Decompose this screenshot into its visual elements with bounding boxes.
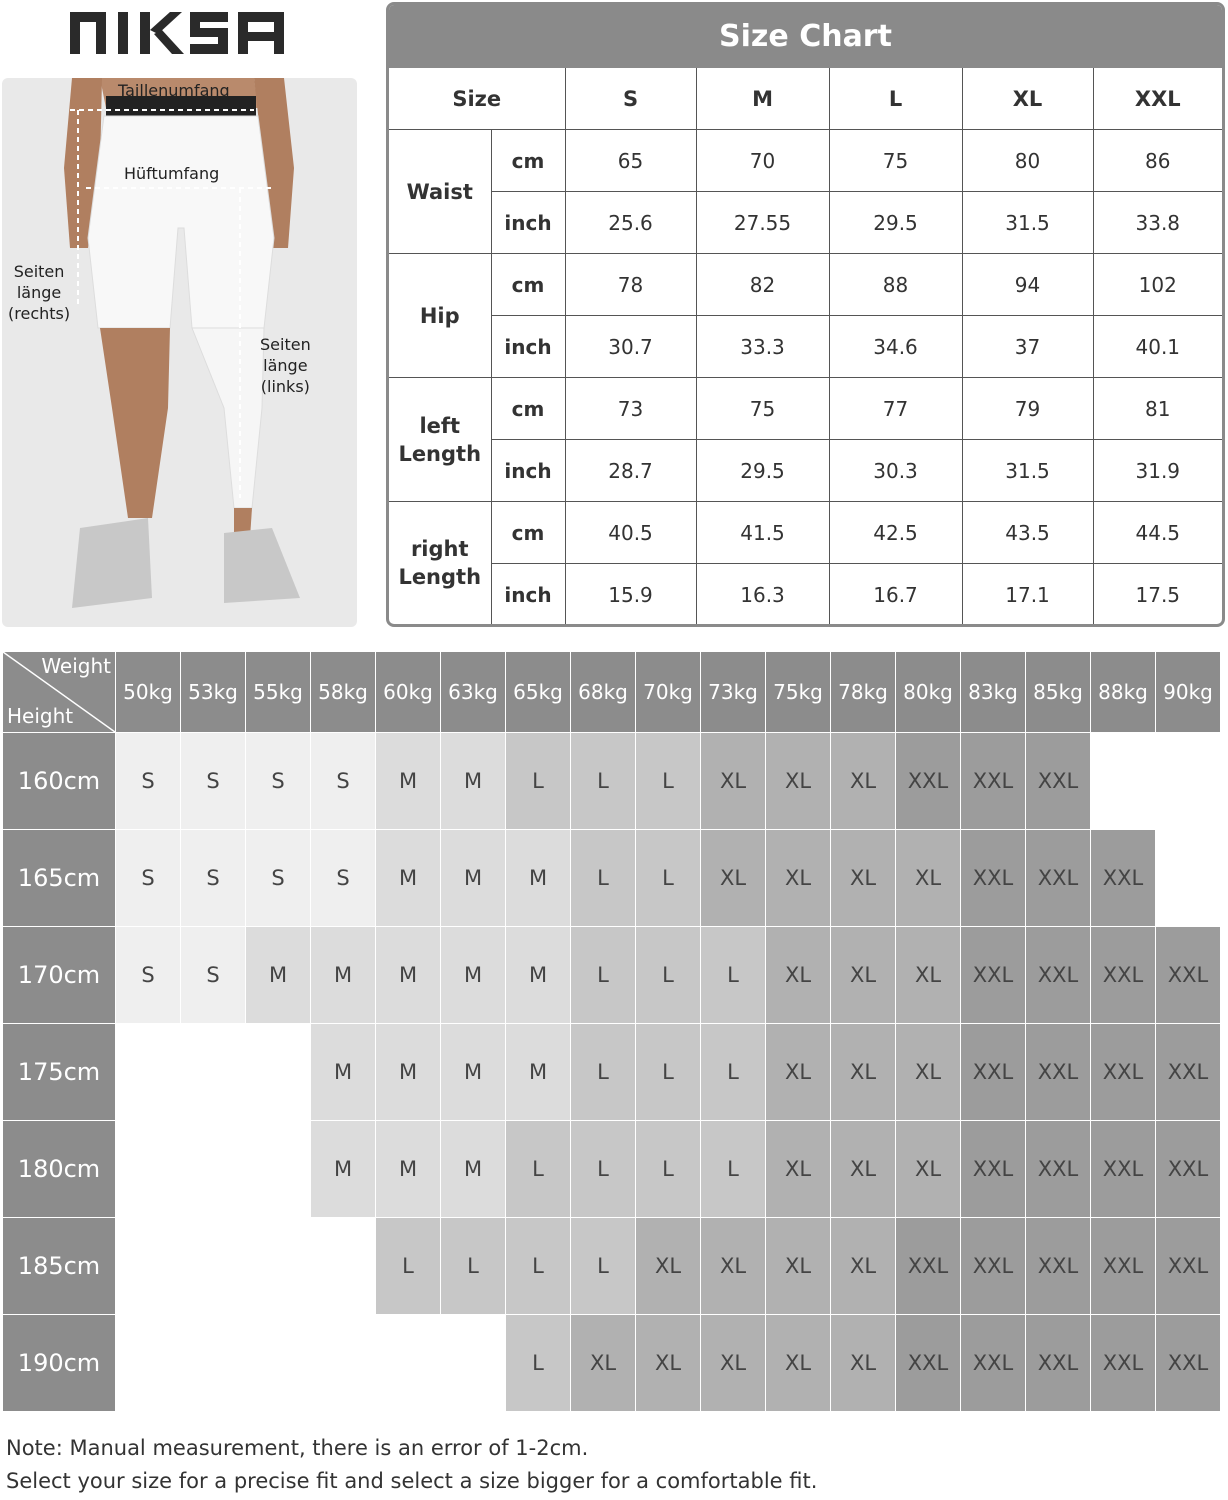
size-chart-row [389,316,1222,378]
measurement-value: 44.5 [1093,502,1222,564]
size-recommendation-cell: XXL [1091,830,1156,927]
size-recommendation-cell: M [441,1024,506,1121]
height-label: 180cm [3,1121,116,1218]
size-recommendation-cell: XL [831,1121,896,1218]
size-recommendation-cell: XL [571,1315,636,1412]
measurement-value: 77 [829,378,962,440]
size-recommendation-cell: L [506,733,571,830]
size-recommendation-cell: XL [701,830,766,927]
size-recommendation-cell: XXL [1156,1315,1221,1412]
weight-header-cell: 60kg [376,652,441,733]
measurement-group-label: right Length [389,502,491,626]
weight-header-cell: 63kg [441,652,506,733]
size-recommendation-cell: S [246,830,311,927]
size-recommendation-cell: XXL [1026,927,1091,1024]
size-recommendation-cell: L [506,1218,571,1315]
size-recommendation-cell: L [636,1024,701,1121]
weight-header-cell: 90kg [1156,652,1221,733]
size-recommendation-cell: M [441,1121,506,1218]
size-recommendation-cell: M [311,1024,376,1121]
size-recommendation-cell [246,1121,311,1218]
size-recommendation-cell [311,1315,376,1412]
weight-header-cell: 83kg [961,652,1026,733]
size-recommendation-cell [116,1218,181,1315]
size-recommendation-cell: L [571,1121,636,1218]
size-recommendation-cell: XXL [1091,1121,1156,1218]
weight-header-cell: 68kg [571,652,636,733]
size-recommendation-cell: XL [701,1218,766,1315]
measurement-value: 33.3 [696,316,829,378]
size-recommendation-cell: XL [896,1121,961,1218]
measurement-value: 31.9 [1093,440,1222,502]
brand-logo [66,4,296,60]
size-recommendation-cell: XL [766,1024,831,1121]
size-chart-title: Size Chart [389,5,1222,68]
weight-header-cell: 75kg [766,652,831,733]
size-recommendation-cell: L [636,830,701,927]
size-recommendation-cell: XL [831,927,896,1024]
unit-label: inch [491,316,565,378]
size-recommendation-cell: M [246,927,311,1024]
size-recommendation-cell: XL [766,1121,831,1218]
measurement-value: 17.5 [1093,564,1222,626]
size-recommendation-cell: M [311,1121,376,1218]
size-recommendation-cell: M [376,830,441,927]
size-recommendation-cell: XL [701,1315,766,1412]
weight-header-cell: 85kg [1026,652,1091,733]
size-recommendation-cell [1091,733,1156,830]
measurement-value: 31.5 [962,440,1093,502]
size-recommendation-cell: M [311,927,376,1024]
weight-header-cell: 73kg [701,652,766,733]
height-row [3,830,1221,927]
measurement-value: 33.8 [1093,192,1222,254]
size-recommendation-cell: XXL [1026,1121,1091,1218]
size-recommendation-cell: XL [896,1024,961,1121]
size-recommendation-cell: XXL [1156,1218,1221,1315]
size-recommendation-cell: XXL [961,1121,1026,1218]
size-recommendation-cell: XXL [1026,1315,1091,1412]
size-recommendation-cell [116,1024,181,1121]
size-recommendation-cell: XXL [961,733,1026,830]
measurement-value: 73 [565,378,696,440]
size-recommendation-cell: XXL [1026,1218,1091,1315]
size-recommendation-cell: L [636,1121,701,1218]
size-recommendation-cell: S [311,830,376,927]
size-recommendation-cell: L [571,1218,636,1315]
hip-label: Hüftumfang [124,164,220,183]
unit-label: cm [491,378,565,440]
measurement-group-label: Waist [389,130,491,254]
size-recommendation-cell: XXL [1091,1218,1156,1315]
weight-header-cell: 58kg [311,652,376,733]
size-recommendation-cell: M [441,733,506,830]
measurement-value: 75 [696,378,829,440]
size-recommendation-cell: S [116,733,181,830]
measurement-value: 41.5 [696,502,829,564]
size-recommendation-cell [441,1315,506,1412]
size-recommendation-cell: L [506,1121,571,1218]
size-recommendation-cell [311,1218,376,1315]
size-recommendation-grid [2,651,1221,1412]
size-recommendation-cell: XXL [1156,927,1221,1024]
side-length-right-label: Seiten länge (rechts) [8,262,71,323]
size-recommendation-cell: S [181,830,246,927]
height-row [3,733,1221,830]
size-header-cell: XXL [1093,68,1222,130]
size-recommendation-cell: L [506,1315,571,1412]
size-recommendation-cell: L [571,733,636,830]
weight-header-cell: 80kg [896,652,961,733]
measurement-value: 78 [565,254,696,316]
size-recommendation-cell: XL [831,1315,896,1412]
size-recommendation-cell: XXL [896,1315,961,1412]
size-recommendation-cell: M [376,733,441,830]
size-recommendation-cell: XXL [1026,830,1091,927]
size-recommendation-cell: XXL [1156,1024,1221,1121]
size-recommendation-cell: L [636,733,701,830]
size-chart-row [389,564,1222,626]
size-recommendation-cell: S [246,733,311,830]
height-axis-label: Height [7,704,74,728]
height-label: 190cm [3,1315,116,1412]
size-recommendation-cell: XL [766,1218,831,1315]
size-recommendation-cell: M [441,927,506,1024]
measurement-value: 42.5 [829,502,962,564]
size-recommendation-cell [246,1315,311,1412]
size-recommendation-cell: XXL [896,733,961,830]
measurement-group-label: Hip [389,254,491,378]
measurement-value: 79 [962,378,1093,440]
weight-header-cell: 78kg [831,652,896,733]
height-row [3,1218,1221,1315]
size-recommendation-cell: XXL [961,830,1026,927]
height-label: 175cm [3,1024,116,1121]
size-recommendation-cell: M [441,830,506,927]
size-recommendation-cell [116,1315,181,1412]
size-header-cell: S [565,68,696,130]
measurement-value: 80 [962,130,1093,192]
grid-corner [3,652,116,733]
measurement-value: 30.3 [829,440,962,502]
height-label: 185cm [3,1218,116,1315]
size-recommendation-cell: L [701,1024,766,1121]
measurement-value: 102 [1093,254,1222,316]
size-recommendation-cell: XL [766,927,831,1024]
size-recommendation-cell: XL [831,733,896,830]
size-recommendation-cell: XXL [1091,1315,1156,1412]
height-row [3,1315,1221,1412]
size-recommendation-cell: S [311,733,376,830]
size-recommendation-cell [116,1121,181,1218]
size-recommendation-cell: XL [896,927,961,1024]
size-recommendation-cell: XL [636,1315,701,1412]
size-recommendation-cell: XXL [961,1024,1026,1121]
size-recommendation-cell: L [571,927,636,1024]
size-recommendation-cell: M [376,927,441,1024]
size-chart-row [389,130,1222,192]
unit-label: inch [491,440,565,502]
weight-header-cell: 65kg [506,652,571,733]
size-recommendation-cell: XL [766,1315,831,1412]
size-recommendation-cell: S [181,927,246,1024]
unit-label: inch [491,564,565,626]
measurement-value: 82 [696,254,829,316]
size-chart-row [389,378,1222,440]
measurement-value: 29.5 [696,440,829,502]
unit-label: cm [491,254,565,316]
size-chart-row [389,254,1222,316]
size-recommendation-cell: XL [831,1218,896,1315]
measurement-value: 15.9 [565,564,696,626]
size-recommendation-cell: XL [701,733,766,830]
size-recommendation-cell: XXL [961,927,1026,1024]
measurement-value: 16.7 [829,564,962,626]
size-recommendation-cell [181,1218,246,1315]
size-recommendation-cell: M [506,927,571,1024]
size-header-cell: XL [962,68,1093,130]
size-recommendation-cell [246,1024,311,1121]
size-recommendation-cell: M [506,830,571,927]
weight-header-cell: 53kg [181,652,246,733]
size-recommendation-cell: XXL [961,1218,1026,1315]
height-label: 160cm [3,733,116,830]
measurement-value: 16.3 [696,564,829,626]
size-recommendation-cell: M [376,1024,441,1121]
size-recommendation-cell: M [506,1024,571,1121]
size-recommendation-cell: M [376,1121,441,1218]
measurement-value: 17.1 [962,564,1093,626]
size-chart [386,2,1225,627]
weight-header-cell: 50kg [116,652,181,733]
size-recommendation-cell: XXL [1091,1024,1156,1121]
measurement-value: 40.5 [565,502,696,564]
size-recommendation-cell: S [181,733,246,830]
height-label: 170cm [3,927,116,1024]
size-chart-table [389,68,1222,626]
measurement-value: 81 [1093,378,1222,440]
size-header: Size [389,68,565,130]
measurement-value: 86 [1093,130,1222,192]
measurement-value: 94 [962,254,1093,316]
unit-label: cm [491,502,565,564]
weight-header-row [3,652,1221,733]
size-recommendation-cell: XXL [1026,733,1091,830]
size-chart-row [389,192,1222,254]
size-recommendation-cell [181,1315,246,1412]
note-line-1: Note: Manual measurement, there is an error of 1-2cm. [6,1436,589,1460]
size-recommendation-cell: S [116,927,181,1024]
size-recommendation-cell: L [636,927,701,1024]
size-recommendation-cell: XXL [961,1315,1026,1412]
measurement-group-label: left Length [389,378,491,502]
measurement-value: 31.5 [962,192,1093,254]
size-recommendation-cell: L [571,830,636,927]
size-recommendation-cell: XL [766,830,831,927]
size-recommendation-cell [181,1121,246,1218]
size-header-cell: L [829,68,962,130]
measurement-value: 88 [829,254,962,316]
height-label: 165cm [3,830,116,927]
size-recommendation-cell: L [376,1218,441,1315]
size-recommendation-cell: XXL [1026,1024,1091,1121]
size-recommendation-cell: L [571,1024,636,1121]
weight-axis-label: Weight [41,654,111,678]
weight-header-cell: 70kg [636,652,701,733]
size-chart-row [389,502,1222,564]
size-recommendation-cell: XXL [896,1218,961,1315]
size-recommendation-cell [376,1315,441,1412]
size-recommendation-cell: L [701,927,766,1024]
size-recommendation-cell: XL [896,830,961,927]
weight-header-cell: 88kg [1091,652,1156,733]
size-recommendation-cell [1156,733,1221,830]
size-recommendation-cell: L [441,1218,506,1315]
size-recommendation-cell: XXL [1091,927,1156,1024]
side-length-left-label: Seiten länge (links) [260,335,311,396]
note-line-2: Select your size for a precise fit and select a size bigger for a comfortable fit. [6,1469,818,1493]
measurement-value: 70 [696,130,829,192]
measurement-value: 75 [829,130,962,192]
measurement-value: 65 [565,130,696,192]
measurement-value: 25.6 [565,192,696,254]
size-recommendation-cell: S [116,830,181,927]
size-recommendation-cell: XXL [1156,1121,1221,1218]
measurement-value: 34.6 [829,316,962,378]
size-recommendation-cell [181,1024,246,1121]
measurement-value: 40.1 [1093,316,1222,378]
unit-label: inch [491,192,565,254]
measurement-value: 30.7 [565,316,696,378]
size-chart-header-row [389,68,1222,130]
height-row [3,1121,1221,1218]
size-recommendation-cell: XL [766,733,831,830]
measurement-value: 29.5 [829,192,962,254]
size-recommendation-cell [246,1218,311,1315]
measurement-value: 43.5 [962,502,1093,564]
measurement-value: 27.55 [696,192,829,254]
size-recommendation-cell: L [701,1121,766,1218]
size-recommendation-cell: XL [831,830,896,927]
height-row [3,927,1221,1024]
height-row [3,1024,1221,1121]
size-chart-row [389,440,1222,502]
size-header-cell: M [696,68,829,130]
weight-header-cell: 55kg [246,652,311,733]
measurement-value: 28.7 [565,440,696,502]
size-recommendation-cell [1156,830,1221,927]
unit-label: cm [491,130,565,192]
waist-label: Taillenumfang [118,81,230,100]
size-recommendation-cell: XL [636,1218,701,1315]
size-recommendation-cell: XL [831,1024,896,1121]
measurement-value: 37 [962,316,1093,378]
